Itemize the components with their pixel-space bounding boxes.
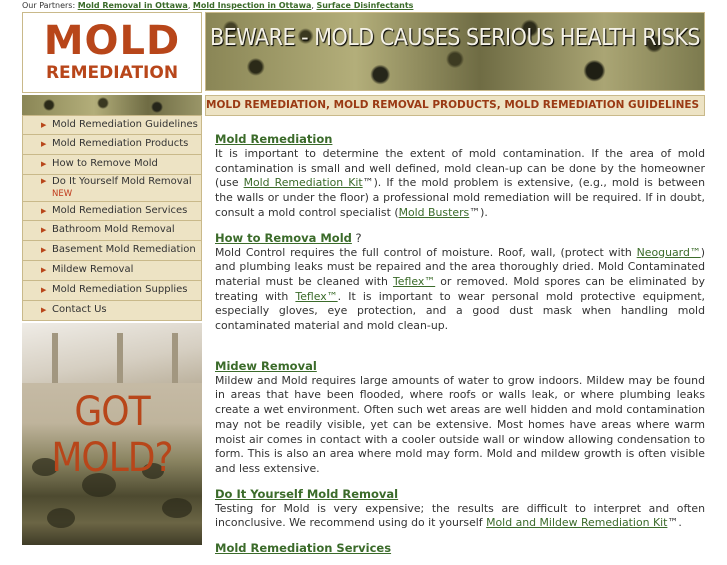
- section-title-link[interactable]: How to Remova Mold: [215, 230, 352, 245]
- sidebar-mold-strip: [22, 95, 202, 115]
- got-mold-promo-image: [22, 323, 202, 545]
- arrow-right-icon: ▶: [41, 246, 47, 254]
- site-logo[interactable]: [22, 12, 202, 93]
- sidebar-item-label: Contact Us: [52, 304, 107, 315]
- section-title-link[interactable]: Mold Remediation: [215, 132, 333, 146]
- sidebar-item-mold-remediation-services[interactable]: [22, 201, 202, 221]
- section-mold-remediation-services: [215, 540, 705, 556]
- promo-text: GOT MOLD?: [51, 389, 173, 481]
- sidebar-item-basement-mold-remediation[interactable]: [22, 241, 202, 261]
- sidebar-item-label: Bathroom Mold Removal: [52, 224, 175, 235]
- arrow-right-icon: ▶: [41, 140, 47, 148]
- section-body: Mildew and Mold requires large amounts of water to grow indoors. Mildew may be found in areas that have been flooded, where roofs or walls leak, or where plumbing leaks create a wet environment. Often such wet areas are well hidden and mold contamination may not be readily visible, yet can be extensive. Most homes have areas where warm moist air comes in contact with a cooler outside wall or window allowing condensation to form. This is also an area where mold may form. Mold and mildew growth is often visible and less extensive.: [215, 373, 705, 475]
- section-body: [215, 246, 705, 334]
- arrow-right-icon: ▶: [41, 177, 47, 185]
- arrow-right-icon: ▶: [41, 160, 47, 168]
- arrow-right-icon: ▶: [41, 207, 47, 215]
- section-title[interactable]: [215, 358, 705, 374]
- body-text: Testing for Mold is very expensive; the results are difficult to interpret and often inconclusive. We recommend using do it yourself: [215, 501, 705, 530]
- arrow-right-icon: ▶: [41, 286, 47, 294]
- sidebar-item-label: Basement Mold Remediation: [52, 244, 196, 255]
- sidebar-item-label: How to Remove Mold: [52, 158, 158, 169]
- section-body: [215, 147, 705, 221]
- sidebar-item-mold-remediation-supplies[interactable]: [22, 281, 202, 301]
- logo-line2: REMEDIATION: [45, 63, 179, 83]
- sidebar-item-how-to-remove-mold[interactable]: [22, 155, 202, 175]
- partner-link-mold-removal-ottawa[interactable]: Mold Removal in Ottawa: [77, 1, 188, 10]
- section-title-suffix: ?: [351, 230, 362, 245]
- section-mold-remediation: [215, 131, 705, 221]
- sidebar-item-label: Mildew Removal: [52, 264, 134, 275]
- section-how-to-remove-mold: [215, 230, 705, 334]
- body-text: ™). If the mold problem is extensive, (e.g., mold is between the walls or under the floor) a professional mold remediation will be required. If in doubt, consult a mold control specialist (: [215, 176, 705, 219]
- body-text: ™.: [667, 516, 682, 530]
- arrow-right-icon: ▶: [41, 121, 47, 129]
- section-title[interactable]: [215, 131, 705, 147]
- logo-line1: MOLD: [43, 18, 181, 64]
- section-mildew-removal: [215, 358, 705, 477]
- link-mold-remediation-kit[interactable]: Mold Remediation Kit: [243, 176, 363, 190]
- section-title-link[interactable]: Mold Remediation Services: [215, 541, 392, 556]
- subheader-bar: MOLD REMEDIATION, MOLD REMOVAL PRODUCTS, MOLD REMEDIATION GUIDELINES: [205, 95, 705, 116]
- sidebar-item-label: Mold Remediation Guidelines: [52, 119, 198, 130]
- link-teflex[interactable]: Teflex™: [392, 274, 436, 288]
- body-text: ) and plumbing leaks must be repaired and the area thoroughly dried. Mold Contaminated material must be cleaned with: [215, 245, 705, 288]
- section-title-link[interactable]: Midew Removal: [215, 358, 317, 373]
- arrow-right-icon: ▶: [41, 226, 47, 234]
- header-banner: [205, 12, 705, 91]
- sidebar-nav-primary: [22, 115, 202, 202]
- spacer: [215, 343, 705, 358]
- link-teflex[interactable]: Teflex™: [295, 289, 338, 303]
- new-badge: NEW: [52, 189, 73, 199]
- link-mold-busters[interactable]: Mold Busters: [398, 205, 470, 219]
- promo-beam: [117, 333, 123, 383]
- banner-text: BEWARE - MOLD CAUSES SERIOUS HEALTH RISKS: [209, 25, 701, 51]
- section-body: [215, 502, 705, 531]
- promo-beam: [172, 333, 178, 383]
- section-title[interactable]: [215, 540, 705, 556]
- link-neoguard[interactable]: Neoguard™: [636, 245, 701, 259]
- partners-label: Our Partners:: [22, 1, 76, 10]
- mold-spot: [47, 508, 75, 528]
- section-title[interactable]: [215, 230, 705, 246]
- sidebar-item-bathroom-mold-removal[interactable]: [22, 221, 202, 241]
- sidebar-item-contact-us[interactable]: [22, 301, 202, 321]
- sidebar-item-label: Mold Remediation Supplies: [52, 284, 188, 295]
- link-mold-mildew-kit[interactable]: Mold and Mildew Remediation Kit: [486, 516, 668, 530]
- body-text: or removed. Mold spores can be eliminated by treating with: [215, 274, 705, 303]
- section-do-it-yourself: [215, 486, 705, 531]
- main-content: [215, 131, 705, 565]
- body-text: It is important to determine the extent of mold contamination. If the area of mold contamination is small and well defined, mold clean-up can be done by the homeowner (use: [215, 147, 705, 190]
- sidebar-item-do-it-yourself[interactable]: [22, 175, 202, 202]
- partners-bar: Our Partners: Mold Removal in Ottawa, Mold Inspection in Ottawa, Surface Disinfectants: [22, 1, 414, 10]
- arrow-right-icon: ▶: [41, 306, 47, 314]
- sidebar-item-label: Do It Yourself Mold Removal: [52, 176, 192, 187]
- sidebar-item-label: Mold Remediation Services: [52, 205, 188, 216]
- body-text: . It is important to wear personal mold protective equipment, especially gloves, eye protection, and a good dust mask when handling mold contaminated material and mold clean-up.: [215, 289, 705, 333]
- promo-beam: [52, 333, 58, 383]
- mold-spot: [162, 498, 192, 518]
- partner-link-mold-inspection-ottawa[interactable]: Mold Inspection in Ottawa: [192, 1, 312, 10]
- sidebar-item-mildew-removal[interactable]: [22, 261, 202, 281]
- section-title[interactable]: [215, 486, 705, 502]
- sidebar-item-label: Mold Remediation Products: [52, 138, 189, 149]
- sidebar-nav-secondary: [22, 201, 202, 321]
- section-title-link[interactable]: Do It Yourself Mold Removal: [215, 486, 399, 501]
- body-text: Mold Control requires the full control of moisture. Roof, wall, (protect with: [215, 245, 637, 259]
- arrow-right-icon: ▶: [41, 266, 47, 274]
- sidebar-item-mold-remediation-products[interactable]: [22, 135, 202, 155]
- body-text: ™).: [469, 205, 488, 219]
- sidebar-item-mold-remediation-guidelines[interactable]: [22, 115, 202, 135]
- partner-link-surface-disinfectants[interactable]: Surface Disinfectants: [316, 1, 414, 10]
